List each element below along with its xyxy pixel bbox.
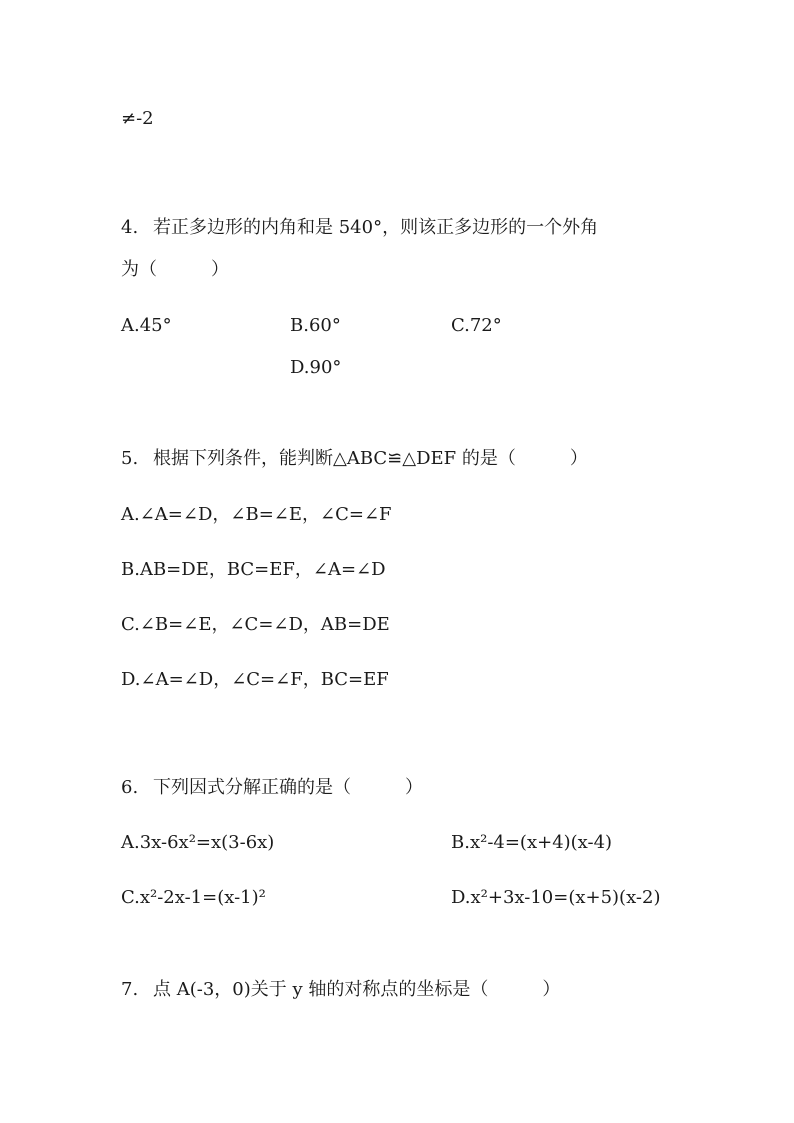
question-6-option-d: D.x²+3x-10=(x+5)(x-2): [451, 887, 661, 908]
question-5-option-c: C.∠B=∠E，∠C=∠D，AB=DE: [121, 614, 390, 635]
question-4-option-d: D.90°: [290, 357, 342, 378]
question-7-text: 点 A(-3，0)关于 y 轴的对称点的坐标是（ ）: [153, 979, 561, 1000]
question-6-text: 下列因式分解正确的是（ ）: [153, 777, 423, 798]
question-5-text: 根据下列条件，能判断△ABC≌△DEF 的是（ ）: [153, 448, 588, 469]
question-5-option-b: B.AB=DE，BC=EF，∠A=∠D: [121, 559, 386, 580]
question-4-number: 4.: [121, 217, 139, 238]
question-7-number: 7.: [121, 979, 139, 1000]
question-4-option-b: B.60°: [290, 315, 341, 336]
question-5-number: 5.: [121, 448, 139, 469]
question-6-option-c: C.x²-2x-1=(x-1)²: [121, 887, 266, 908]
question-4-line-1: [121, 216, 598, 240]
question-5-option-a: A.∠A=∠D，∠B=∠E，∠C=∠F: [121, 504, 392, 525]
question-6-option-b: B.x²-4=(x+4)(x-4): [451, 832, 613, 853]
question-5-line: [121, 447, 588, 471]
question-5-option-d: D.∠A=∠D，∠C=∠F，BC=EF: [121, 669, 389, 690]
question-6-number: 6.: [121, 777, 139, 798]
question-6-line: [121, 776, 423, 800]
question-4-text-line-2: 为（ ）: [121, 259, 229, 280]
continuation-text: ≠-2: [121, 108, 154, 129]
question-7-line: [121, 978, 560, 1002]
question-4-option-a: A.45°: [121, 315, 172, 336]
question-4-text-line-1: 若正多边形的内角和是 540°，则该正多边形的一个外角: [153, 217, 599, 238]
question-4-option-c: C.72°: [451, 315, 502, 336]
question-6-option-a: A.3x-6x²=x(3-6x): [121, 832, 275, 853]
